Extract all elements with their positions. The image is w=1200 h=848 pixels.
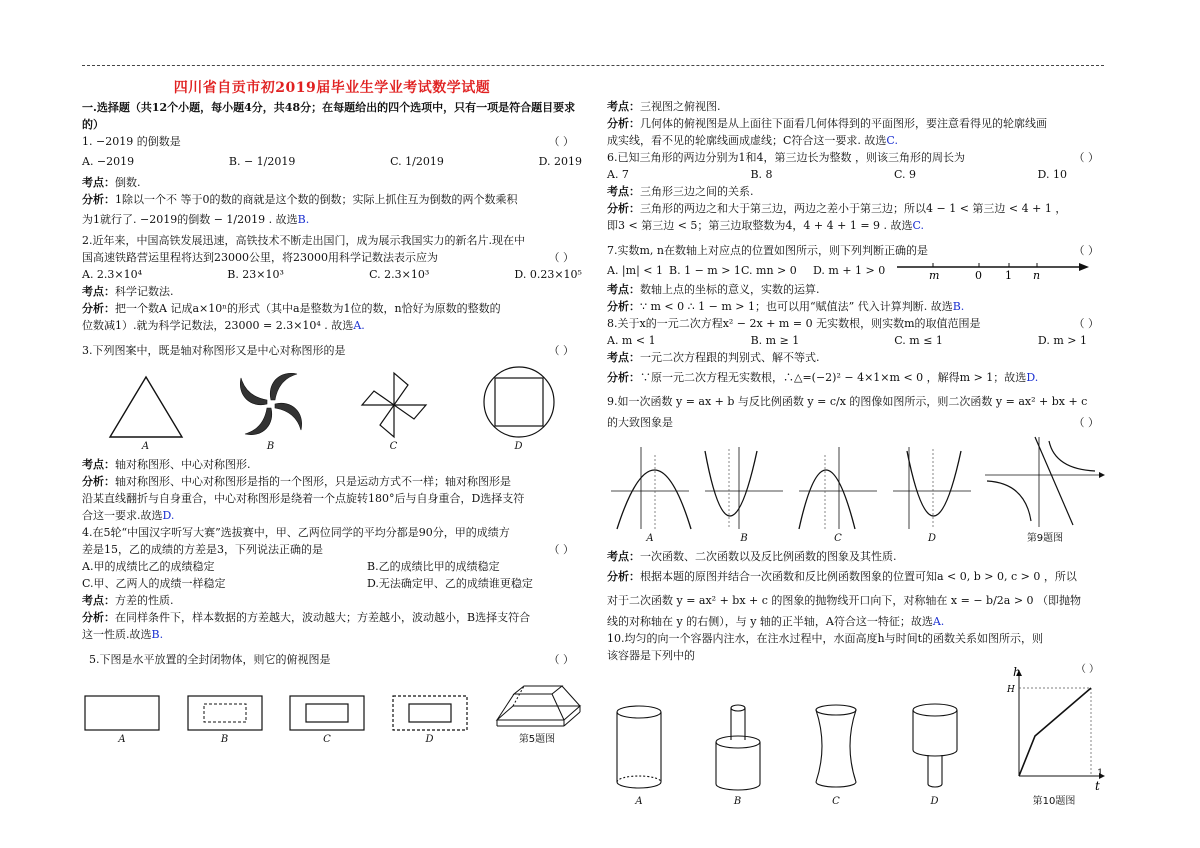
q6-analysis: 分析：三角形的两边之和大于第三边，两边之差小于第三边；所以4 − 1 < 第三边 < 4 + 1 ，: [607, 202, 1067, 215]
q2-option-d: D. 0.23×10⁵: [514, 268, 582, 281]
q4-stem-2: 差是15，乙的成绩的方差是3，下列说法正确的是 （ ）: [82, 543, 574, 556]
q7-option-b: B. 1 − m > 1: [669, 263, 741, 277]
q6-options: [607, 166, 1107, 183]
q3-figure-a: A: [106, 371, 186, 452]
q7-kaodian: 考点：数轴上点的坐标的意义，实数的运算.: [607, 283, 820, 296]
q9-stem-2: 的大致图象是 （ ）: [607, 416, 1099, 429]
q10-graph: （ ） h H t 第10题图: [1001, 664, 1107, 807]
q5-rect-c: [287, 690, 367, 734]
q10-answer-paren: （ ）: [1075, 664, 1099, 675]
exam-title: 四川省自贡市初2019届毕业生学业考试数学试题: [173, 80, 491, 96]
q2-stem-2: 国高速铁路营运里程将达到23000公里，将23000用科学记数法表示应为 （ ）: [82, 251, 574, 264]
q2-option-c: C. 2.3×10³: [369, 268, 430, 281]
q1-option-b: B. − 1/2019: [228, 155, 296, 168]
q9-analysis-2: 对于二次函数 y = ax² + bx + c 的图象的抛物线开口向下，对称轴在 x = − b/2a > 0 （即抛物: [607, 594, 1082, 607]
parabola-up-b: [701, 441, 787, 533]
q5-figure-solid: 第5题图: [492, 672, 582, 745]
axis-label-h: h: [1013, 665, 1021, 679]
q9-graph-b: B: [701, 441, 787, 544]
bottle-d: [903, 700, 967, 796]
q1-options: [82, 150, 582, 174]
q9-original-graph: 第9题图: [983, 435, 1107, 544]
waisted-c: [804, 700, 868, 796]
q6-option-d: D. 10: [1037, 168, 1067, 181]
number-line: [893, 259, 1093, 281]
section-heading: 一.选择题（共12个小题，每小题4分，共48分；在每题给出的四个选项中，只有一项是符合题目要求的）: [82, 101, 576, 131]
q3-stem: 3.下列图案中，既是轴对称图形又是中心对称图形的是 （ ）: [82, 344, 574, 357]
parabola-down-a: [607, 441, 693, 533]
q4-options-row1: [82, 558, 582, 575]
q6-option-c: C. 9: [894, 168, 917, 181]
windmill-figure: [356, 369, 432, 441]
q5-rect-a: [82, 690, 162, 734]
q2-options: [82, 266, 582, 283]
q9-stem: 9.如一次函数 y = ax + b 与反比例函数 y = c/x 的图像如图所示，则二次函数 y = ax² + bx + c: [607, 395, 1088, 408]
q9-analysis: 分析：根据本题的原图并结合一次函数和反比例函数图象的位置可知a < 0, b > 0, c > 0 ，所以: [607, 570, 1077, 583]
q9-kaodian: 考点：一次函数、二次函数以及反比例函数的图象及其性质.: [607, 550, 897, 563]
q9-graph-d: D: [889, 441, 975, 544]
q4-kaodian: 考点：方差的性质.: [82, 594, 174, 607]
q10-container-b: B: [706, 700, 770, 807]
q5-figures: [82, 672, 582, 745]
q5-figure-a: A: [82, 690, 162, 745]
q8-stem: 8.关于x的一元二次方程x² − 2x + m = 0 无实数根，则实数m的取值范围是 （ ）: [607, 317, 1099, 330]
q8-option-d: D. m > 1: [1037, 334, 1087, 347]
q10-figures: [607, 664, 1107, 807]
q2-kaodian: 考点：科学记数法.: [82, 285, 174, 298]
triangle-figure: [106, 371, 186, 441]
q6-option-a: A. 7: [607, 168, 629, 181]
q5-stem: 5.下图是水平放置的全封闭物体，则它的俯视图是 （ ）: [89, 653, 574, 666]
q7-option-d: D. m + 1 > 0: [813, 263, 886, 277]
q9-figures: [607, 435, 1107, 544]
axis-label-one: 1: [1005, 269, 1012, 281]
axis-label-m: m: [929, 269, 940, 281]
q8-option-a: A. m < 1: [607, 334, 656, 347]
page-number: 1: [1097, 768, 1104, 779]
q1-kaodian: 考点：倒数.: [82, 176, 141, 189]
circle-square-figure: [479, 363, 559, 441]
q10-stem: 10.均匀的向一个容器内注水，在注水过程中，水面高度h与时间t的函数关系如图所示，则: [607, 632, 1043, 645]
q9-graph-c: C: [795, 441, 881, 544]
q6-option-b: B. 8: [750, 168, 773, 181]
pinwheel-figure: [233, 367, 309, 441]
parabola-up-d: [889, 441, 975, 533]
q3-figures: [82, 363, 582, 452]
cylinder-a: [607, 700, 671, 796]
q2-analysis-2: 位数减1）.就为科学记数法，23000 = 2.3×10⁴ . 故选A.: [82, 319, 365, 332]
axis-label-n: n: [1033, 269, 1041, 281]
q1-option-a: A. −2019: [82, 155, 135, 168]
axis-label-t: t: [1095, 779, 1100, 792]
q3-analysis-3: 合这一要求.故选D.: [82, 509, 175, 522]
q4-option-c: C.甲、乙两人的成绩一样稳定: [82, 577, 226, 590]
q1-analysis: 分析：1除以一个不 等于0的数的商就是这个数的倒数；实际上抓住互为倒数的两个数乘积: [82, 193, 518, 206]
parabola-down-c: [795, 441, 881, 533]
q4-option-b: B.乙的成绩比甲的成绩稳定: [367, 560, 500, 573]
q8-kaodian: 考点：一元二次方程跟的判别式、解不等式.: [607, 351, 820, 364]
q4-analysis: 分析：在同样条件下，样本数据的方差越大，波动越大；方差越小，波动越小，B选择支符合: [82, 611, 531, 624]
q5-figure-c: C: [287, 690, 367, 745]
q7-option-c: C. mn > 0: [741, 263, 797, 277]
q4-analysis-2: 这一性质.故选B.: [82, 628, 164, 641]
q5-analysis: 分析：几何体的俯视图是从上面往下面看几何体得到的平面图形，要注意看得见的轮廓线画: [607, 117, 1047, 130]
q4-option-a: A.甲的成绩比乙的成绩稳定: [82, 560, 215, 573]
q1-analysis-2: 为1就行了. −2019的倒数 − 1/2019 . 故选B.: [82, 213, 310, 226]
right-column: [607, 98, 1107, 807]
q3-figure-c: C: [356, 369, 432, 452]
q2-stem: 2.近年来，中国高铁发展迅速，高铁技术不断走出国门，成为展示我国实力的新名片.现在中: [82, 234, 525, 247]
q5-analysis-2: 成实线，看不见的轮廓线画成虚线；C符合这一要求. 故选C.: [607, 134, 898, 147]
height-time-graph: [1001, 664, 1107, 792]
q1-stem: 1. −2019 的倒数是 （ ）: [82, 135, 574, 148]
q8-option-b: B. m ≥ 1: [750, 334, 800, 347]
q7-options-row: [607, 259, 1107, 281]
top-dashed-rule: [82, 65, 1104, 66]
q5-figure-b: B: [185, 690, 265, 745]
q10-container-d: D: [903, 700, 967, 807]
linear-and-hyperbola-graph: [983, 435, 1107, 529]
q10-container-a: A: [607, 700, 671, 807]
q3-analysis-2: 沿某直线翻折与自身重合，中心对称图形是绕着一个点旋转180°后与自身重合，D选择支符: [82, 492, 525, 505]
q5-rect-b: [185, 690, 265, 734]
q9-analysis-3: 线的对称轴在 y 的右侧），与 y 轴的正半轴，A符合这一特征；故选A.: [607, 615, 945, 628]
q5-kaodian: 考点：三视图之俯视图.: [607, 100, 721, 113]
q7-stem: 7.实数m, n在数轴上对应点的位置如图所示，则下列判断正确的是 （ ）: [607, 244, 1099, 257]
q1-option-d: D. 2019: [538, 155, 582, 168]
q4-options-row2: [82, 575, 582, 592]
q2-option-b: B. 23×10³: [227, 268, 284, 281]
frustum-solid-figure: [492, 672, 582, 730]
left-column: [82, 80, 582, 749]
q4-option-d: D.无法确定甲、乙的成绩谁更稳定: [367, 577, 533, 590]
q2-option-a: A. 2.3×10⁴: [82, 268, 143, 281]
q7-analysis: 分析：∵ m < 0 ∴ 1 − m > 1；也可以用“赋值法” 代入计算判断. 故选B.: [607, 300, 965, 313]
q3-figure-b: B: [233, 367, 309, 452]
axis-label-zero: 0: [975, 269, 982, 281]
q5-figure-d: D: [390, 690, 470, 745]
q3-kaodian: 考点：轴对称图形、中心对称图形.: [82, 458, 251, 471]
q4-stem: 4.在5轮“中国汉字听写大赛”选拔赛中，甲、乙两位同学的平均分都是90分，甲的成绩方: [82, 526, 510, 539]
q8-option-c: C. m ≤ 1: [894, 334, 943, 347]
q7-option-a: A. |m| < 1: [607, 263, 663, 277]
q8-analysis: 分析：∵原一元二次方程无实数根，∴△=(−2)² − 4×1×m < 0 ，解得m > 1；故选D.: [607, 371, 1039, 384]
q1-option-c: C. 1/2019: [390, 155, 444, 168]
axis-label-H: H: [1007, 685, 1015, 695]
q5-rect-d: [390, 690, 470, 734]
q6-stem: 6.已知三角形的两边分别为1和4，第三边长为整数 ，则该三角形的周长为 （ ）: [607, 151, 1099, 164]
q3-figure-d: D: [479, 363, 559, 452]
q10-stem-2: 该容器是下列中的: [607, 649, 695, 662]
bottle-b: [706, 700, 770, 796]
q3-analysis: 分析：轴对称图形、中心对称图形是指的一个图形，只是运动方式不一样；轴对称图形是: [82, 475, 511, 488]
q6-kaodian: 考点：三角形三边之间的关系.: [607, 185, 754, 198]
q8-options: [607, 332, 1107, 349]
q9-graph-a: A: [607, 441, 693, 544]
q10-container-c: C: [804, 700, 868, 807]
q6-analysis-2: 即3 < 第三边 < 5；第三边取整数为4，4 + 4 + 1 = 9 . 故选C.: [607, 219, 925, 232]
q2-analysis: 分析：把一个数A 记成a×10ⁿ的形式（其中a是整数为1位的数，n恰好为原数的整数的: [82, 302, 501, 315]
